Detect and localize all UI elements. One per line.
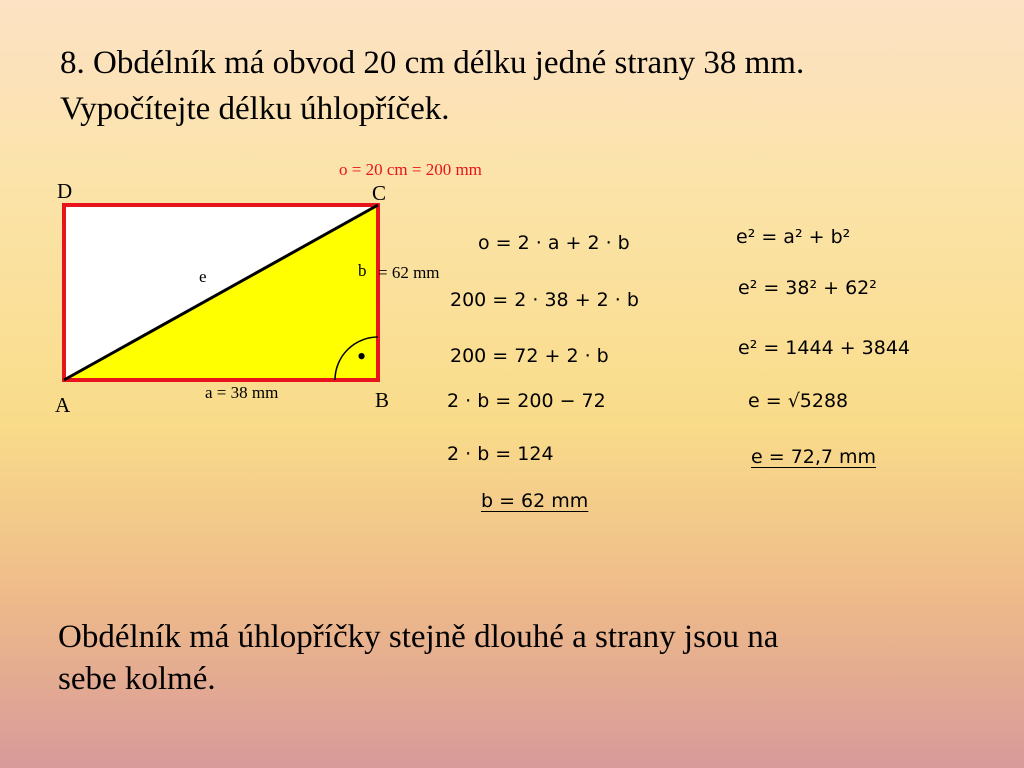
- conclusion-text: [58, 616, 958, 700]
- solve-e-step-1: e² = a² + b²: [736, 226, 851, 248]
- problem-line-1: 8. Obdélník má obvod 20 cm délku jedné strany 38 mm.: [60, 45, 805, 81]
- diagonal-e-label: e: [199, 267, 207, 286]
- conclusion-line-1: Obdélník má úhlopříčky stejně dlouhé a strany jsou na: [58, 619, 779, 655]
- vertex-d-label: D: [57, 179, 73, 203]
- solve-e-result: e = 72,7 mm: [751, 446, 877, 468]
- right-angle-dot: •: [357, 342, 367, 371]
- side-b-value: = 62 mm: [378, 263, 440, 282]
- problem-line-2: Vypočítejte délku úhlopříček.: [60, 91, 450, 127]
- solve-b-step-1: o = 2 · a + 2 · b: [478, 232, 630, 254]
- side-b-label: b: [358, 261, 367, 280]
- vertex-b-label: B: [375, 388, 390, 412]
- vertex-c-label: C: [372, 181, 387, 205]
- side-a-label: a = 38 mm: [205, 383, 279, 402]
- solve-e-step-2: e² = 38² + 62²: [738, 277, 877, 299]
- solve-b-step-2: 200 = 2 · 38 + 2 · b: [450, 289, 639, 311]
- solve-e-step-3: e² = 1444 + 3844: [738, 337, 911, 359]
- solve-b-step-3: 200 = 72 + 2 · b: [450, 345, 609, 367]
- perimeter-note: o = 20 cm = 200 mm: [339, 160, 482, 179]
- solve-b-step-5: 2 · b = 124: [447, 443, 554, 465]
- vertex-a-label: A: [55, 393, 71, 417]
- solve-b-result: b = 62 mm: [481, 490, 589, 512]
- solve-e-step-4: e = √5288: [748, 390, 849, 412]
- conclusion-line-2: sebe kolmé.: [58, 661, 216, 697]
- solve-b-step-4: 2 · b = 200 − 72: [447, 390, 606, 412]
